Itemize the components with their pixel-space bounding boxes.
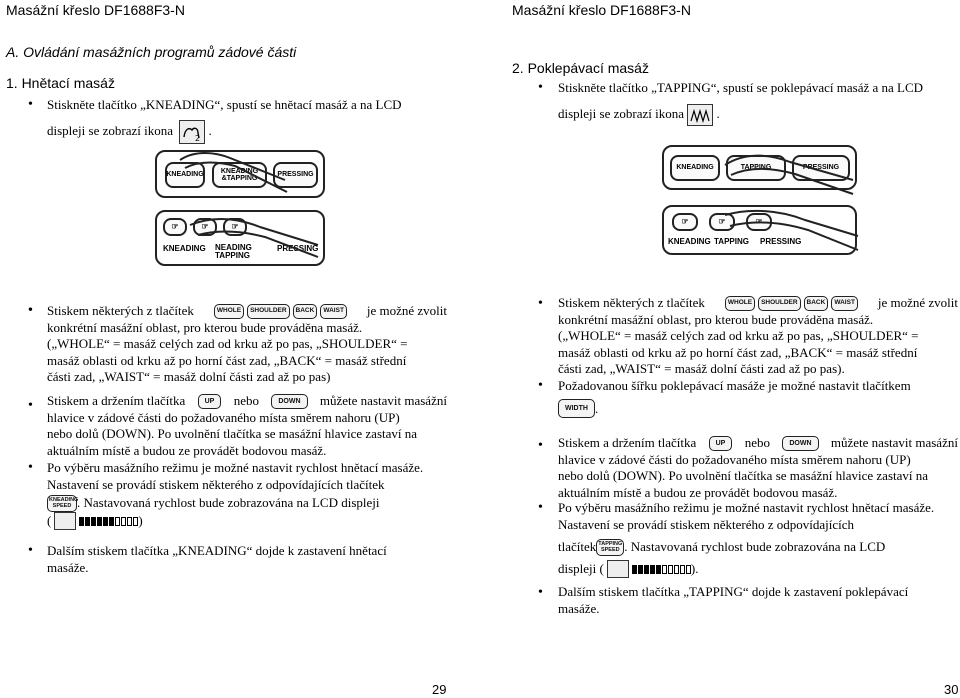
intro-line-1: Stiskněte tlačítko „TAPPING“, spustí se poklepávací masáž a na LCD xyxy=(558,80,924,95)
text: ( xyxy=(47,512,52,528)
hand-illustration xyxy=(715,140,855,200)
bullet-area-buttons xyxy=(558,295,958,378)
bullet-dot: • xyxy=(28,543,33,558)
whole-button-icon: WHOLE xyxy=(725,296,755,311)
text: Nastavení se provádí stiskem některého z odpovídajících tlačítek xyxy=(47,476,385,492)
text: hlavice v zádové části do požadovaného místa směrem nahoru (UP) xyxy=(47,409,400,425)
pressing-button: PRESSING xyxy=(273,162,318,188)
text: můžete nastavit masážní xyxy=(319,393,447,408)
text: displeji ( xyxy=(558,560,604,576)
kneading-button: KNEADING xyxy=(670,155,720,181)
speed-lcd-icon xyxy=(54,512,76,530)
text: nebo dolů (DOWN). Po uvolnění tlačítka se masážní hlavice zastaví na xyxy=(558,468,929,483)
bullet-width xyxy=(558,378,958,418)
text: nebo xyxy=(233,393,259,408)
back-button-icon: BACK xyxy=(293,304,318,319)
text: tlačítek xyxy=(558,539,597,555)
bullet-dot: • xyxy=(28,460,33,475)
pressing-button: PRESSING xyxy=(792,155,850,181)
tapping-icon-button: ☞ xyxy=(709,213,735,231)
bullet-dot: • xyxy=(538,585,543,600)
waist-button-icon: WAIST xyxy=(831,296,858,311)
tapping-label: TAPPING xyxy=(714,237,749,246)
section-title: A. Ovládání masážních programů zádové části xyxy=(6,44,297,60)
text: aktuálním místě a budou ze provádět bodovou masáž. xyxy=(47,442,327,458)
text: Stiskem a držením tlačítka xyxy=(47,393,186,408)
tapping-speed-button-icon: TAPPING SPEED xyxy=(596,539,624,556)
down-button-icon: DOWN xyxy=(271,394,307,409)
text: . xyxy=(594,401,599,416)
pressing-label: PRESSING xyxy=(760,237,802,246)
tapping-button: TAPPING xyxy=(726,155,786,181)
text: masáž oblasti od krku až po horní část zad, „BACK“ = masáž střední xyxy=(558,344,918,360)
up-button-icon: UP xyxy=(709,436,733,451)
kneading-label: KNEADING xyxy=(668,237,711,246)
bullet-dot: • xyxy=(538,296,543,311)
speed-level-bar xyxy=(632,565,691,574)
intro-tapping xyxy=(558,80,958,97)
intro-text: displeji se zobrazí ikona xyxy=(47,122,173,138)
shoulder-button-icon: SHOULDER xyxy=(758,296,800,311)
header-left: Masážní křeslo DF1688F3-N xyxy=(6,2,185,18)
kneading-icon-button: ☞ xyxy=(163,218,187,236)
intro-line-1: Stiskněte tlačítko „KNEADING“, spustí se hnětací masáž a na LCD xyxy=(47,97,402,112)
text: Po výběru masážního režimu je možné nastavit rychlost hnětací masáže. xyxy=(47,460,424,475)
svg-text:2: 2 xyxy=(195,134,201,143)
back-button-icon: BACK xyxy=(804,296,829,311)
bullet-item xyxy=(47,97,447,114)
intro-end: . xyxy=(716,105,720,121)
bullet-dot: • xyxy=(28,303,33,318)
text: hlavice v zádové části do požadovaného místa směrem nahoru (UP) xyxy=(558,451,911,467)
hand-illustration-2 xyxy=(170,205,320,265)
kneading-icon-button: ☞ xyxy=(672,213,698,231)
intro-text: displeji se zobrazí ikona xyxy=(558,105,684,121)
text: Nastavení se provádí stiskem některého z odpovídajících xyxy=(558,516,855,532)
area-buttons-group xyxy=(725,296,858,311)
bullet-dot: • xyxy=(28,398,33,413)
bullet-stop xyxy=(47,543,447,576)
text: masáž oblasti od krku až po horní část zad, „BACK“ = masáž střední xyxy=(47,352,407,368)
kneading-speed-button-icon: KNEADING SPEED xyxy=(47,495,77,512)
pressing-label: PRESSING xyxy=(277,244,319,253)
heading-tapping: 2. Poklepávací masáž xyxy=(512,60,649,76)
bullet-dot: • xyxy=(538,500,543,515)
text: („WHOLE“ = masáž celých zad od krku až po pas, „SHOULDER“ = xyxy=(47,336,408,351)
speed-lcd-icon xyxy=(607,560,629,578)
kneading-tapping-label: NEADING TAPPING xyxy=(215,243,252,260)
text: Stiskem některých z tlačítek xyxy=(558,295,705,310)
down-button-icon: DOWN xyxy=(782,436,818,451)
text: Po výběru masážního režimu je možné nastavit rychlost hnětací masáže. xyxy=(558,500,935,515)
text: je možné zvolit xyxy=(877,295,958,310)
text: konkrétní masážní oblast, pro kterou bude prováděna masáž. xyxy=(558,311,874,327)
text: můžete nastavit masážní xyxy=(830,435,958,450)
intro-end: . xyxy=(208,122,212,138)
bullet-dot: • xyxy=(538,378,543,393)
bullet-dot: • xyxy=(538,80,543,95)
tapping-lcd-icon xyxy=(687,104,713,126)
text: části zad, „WAIST“ = masáž dolní části zad až po pas). xyxy=(558,361,845,376)
text: masáže. xyxy=(558,600,600,616)
bullet-updown xyxy=(558,435,958,501)
text: Stiskem a držením tlačítka xyxy=(558,435,697,450)
text: ) xyxy=(138,512,143,528)
tapping-icon-button: ☞ xyxy=(193,218,217,236)
text: Dalším stiskem tlačítka „KNEADING“ dojde k zastavení hnětací xyxy=(47,543,387,558)
text: nebo xyxy=(744,435,770,450)
page-number-right: 30 xyxy=(944,682,959,697)
kneading-label: KNEADING xyxy=(163,244,206,253)
bullet-item xyxy=(47,303,447,386)
whole-button-icon: WHOLE xyxy=(214,304,244,319)
text: části zad, „WAIST“ = masáž dolní části zad až po pas) xyxy=(47,369,331,384)
text: . Nastavovaná rychlost bude zobrazována na LCD xyxy=(624,539,886,555)
text: nebo dolů (DOWN). Po uvolnění tlačítka se masážní hlavice zastaví na xyxy=(47,426,418,441)
kneading-tapping-button: KNEADING &TAPPING xyxy=(212,162,267,188)
text: ). xyxy=(690,560,699,576)
text: konkrétní masážní oblast, pro kterou bude prováděna masáž. xyxy=(47,319,363,335)
text: Požadovanou šířku poklepávací masáže je možné nastavit tlačítkem xyxy=(558,378,911,393)
bullet-speed xyxy=(558,500,958,578)
bullet-area-buttons xyxy=(47,303,447,386)
intro-line-2 xyxy=(558,104,720,126)
kneading-button: KNEADING xyxy=(165,162,205,188)
text: Stiskem některých z tlačítek xyxy=(47,303,194,318)
page-number-left: 29 xyxy=(432,682,447,697)
text: aktuálním místě a budou ze provádět bodovou masáž. xyxy=(558,484,838,500)
shoulder-button-icon: SHOULDER xyxy=(247,304,289,319)
up-button-icon: UP xyxy=(198,394,222,409)
hand-illustration-2 xyxy=(700,200,860,260)
waist-button-icon: WAIST xyxy=(320,304,347,319)
text: („WHOLE“ = masáž celých zad od krku až po pas, „SHOULDER“ = xyxy=(558,328,919,343)
header-right: Masážní křeslo DF1688F3-N xyxy=(512,2,691,18)
text: je možné zvolit xyxy=(366,303,447,318)
width-button-icon: WIDTH xyxy=(558,399,595,418)
area-buttons-group xyxy=(214,304,347,319)
pressing-icon-button: ☞ xyxy=(223,218,247,236)
text: masáže. xyxy=(47,559,89,575)
hand-illustration xyxy=(175,140,295,200)
text: Dalším stiskem tlačítka „TAPPING“ dojde k zastavení poklepávací xyxy=(558,584,909,599)
heading-kneading: 1. Hnětací masáž xyxy=(6,75,115,91)
bullet-speed xyxy=(47,460,447,530)
text: . Nastavovaná rychlost bude zobrazována na LCD displeji xyxy=(77,495,380,511)
speed-level-bar xyxy=(79,517,138,526)
pressing-icon-button: ☞ xyxy=(746,213,772,231)
bullet-dot: • xyxy=(538,438,543,453)
bullet-stop xyxy=(558,584,958,617)
bullet-updown xyxy=(47,393,447,459)
text-row xyxy=(558,517,958,534)
